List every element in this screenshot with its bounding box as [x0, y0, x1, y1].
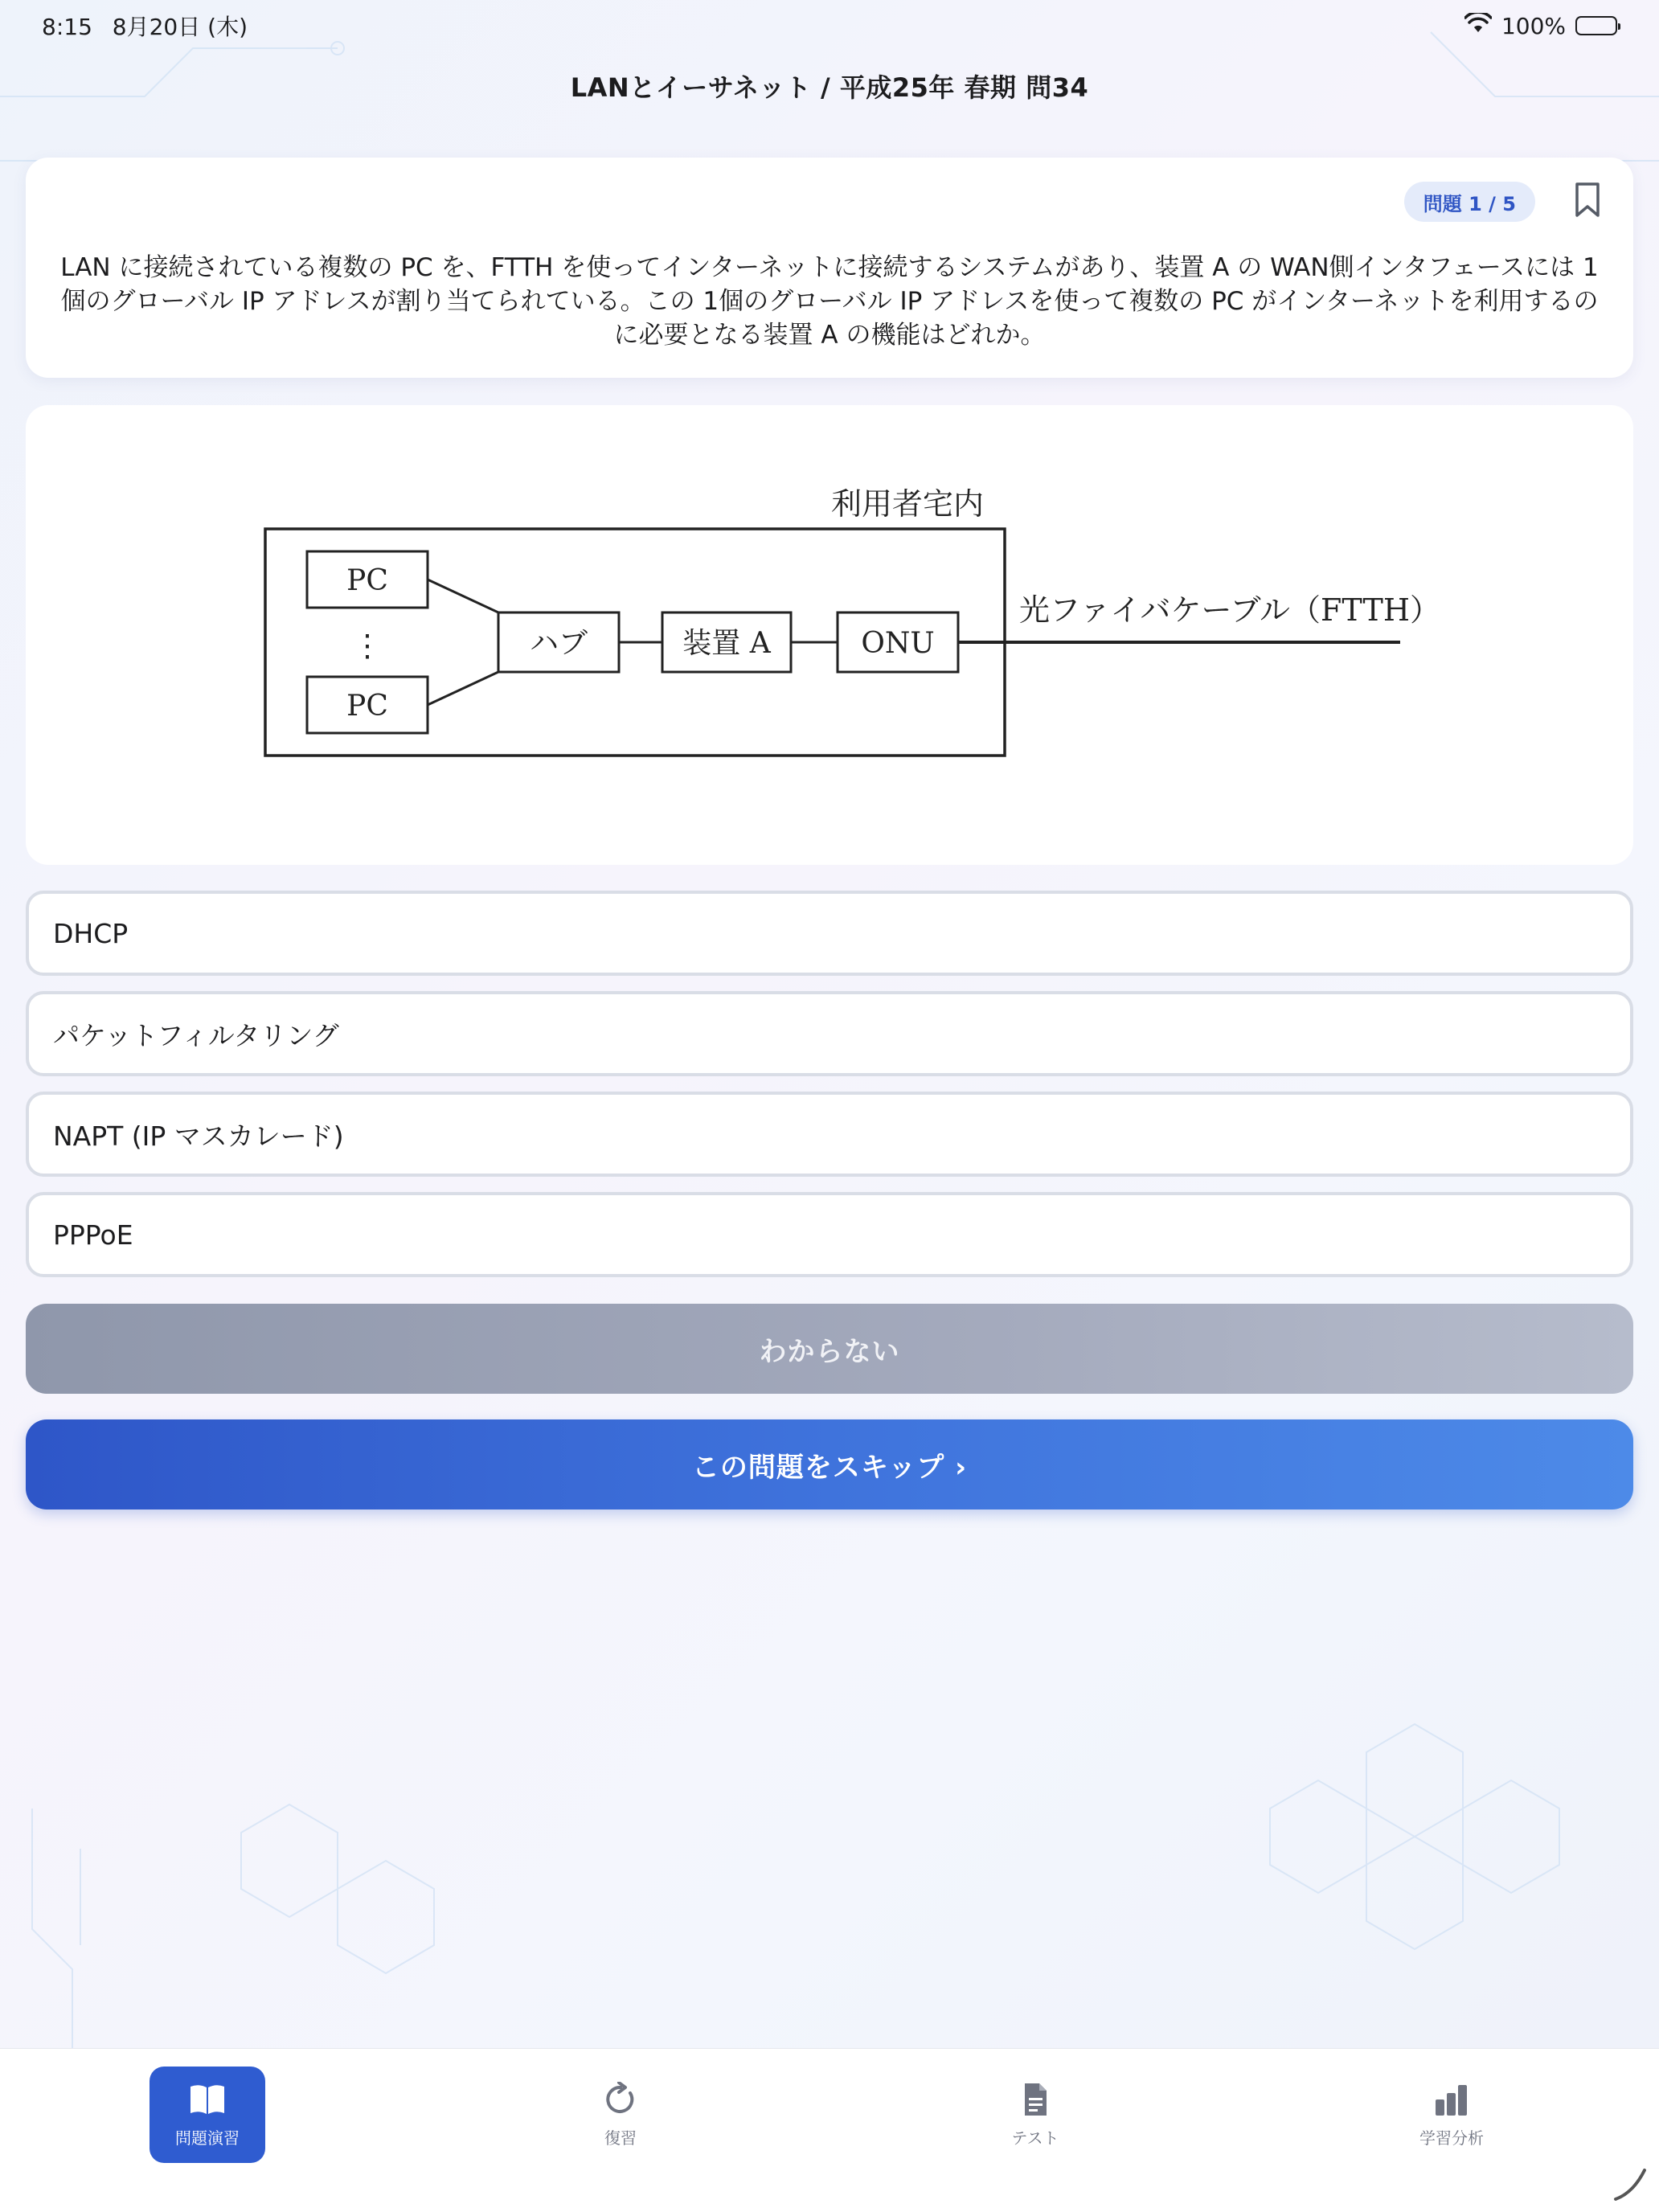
tab-test[interactable]	[977, 2067, 1093, 2163]
premises-label: 利用者宅内	[831, 486, 985, 522]
status-right	[1464, 13, 1617, 39]
pencil-hint-icon	[1609, 2164, 1649, 2204]
pc-top-label: PC	[346, 564, 388, 597]
status-left	[42, 10, 248, 42]
skip-question-button[interactable]: この問題をスキップ ›	[26, 1419, 1633, 1509]
question-card	[26, 158, 1633, 378]
tab-analytics-label: 学習分析	[1419, 2128, 1484, 2148]
choice-dhcp[interactable]: DHCP	[26, 891, 1633, 976]
pc-ellipsis: ⋮	[352, 628, 383, 663]
choice-packet-filtering[interactable]: パケットフィルタリング	[26, 991, 1633, 1076]
refresh-icon	[601, 2082, 640, 2117]
question-progress-badge: 問題 1 / 5	[1404, 182, 1535, 222]
tab-test-label: テスト	[1011, 2128, 1059, 2148]
book-icon	[188, 2082, 227, 2117]
tab-review-label: 復習	[604, 2128, 637, 2148]
tab-review[interactable]	[563, 2067, 678, 2163]
figure-card	[26, 405, 1633, 865]
tab-practice-label: 問題演習	[175, 2128, 240, 2148]
tab-analytics[interactable]	[1394, 2067, 1509, 2163]
status-bar	[0, 0, 1659, 51]
network-diagram	[26, 405, 1633, 865]
status-date: 8月20日 (木)	[112, 14, 248, 40]
question-text: LAN に接続されている複数の PC を、FTTH を使ってインターネットに接続するシステムがあり、装置 A の WAN側インタフェースには 1個のグローバル IP アドレスが割り当てられている。この 1個のグローバル IP アドレスを使って複数の PC がインターネットを利用するのに必要となる装置 A の機能はどれか。	[60, 253, 1599, 350]
battery-icon	[1575, 16, 1617, 35]
wifi-icon	[1464, 13, 1492, 39]
bookmark-icon[interactable]	[1574, 182, 1601, 219]
onu-label: ONU	[861, 627, 935, 660]
dont-know-button[interactable]: わからない	[26, 1304, 1633, 1394]
status-time: 8:15	[42, 14, 92, 40]
tab-bar	[0, 2048, 1659, 2212]
device-a-label: 装置 A	[682, 627, 771, 660]
tab-practice[interactable]	[150, 2067, 265, 2163]
fiber-cable-label: 光ファイバケーブル（FTTH）	[1019, 592, 1440, 628]
hub-label: ハブ	[529, 627, 588, 660]
pc-bottom-label: PC	[346, 690, 388, 723]
choice-napt[interactable]: NAPT (IP マスカレード)	[26, 1092, 1633, 1177]
document-icon	[1016, 2082, 1055, 2117]
bar-chart-icon	[1432, 2082, 1471, 2117]
battery-percent: 100%	[1501, 12, 1566, 39]
page-title: LANとイーサネット / 平成25年 春期 問34	[570, 72, 1089, 103]
choice-pppoe[interactable]: PPPoE	[26, 1192, 1633, 1277]
